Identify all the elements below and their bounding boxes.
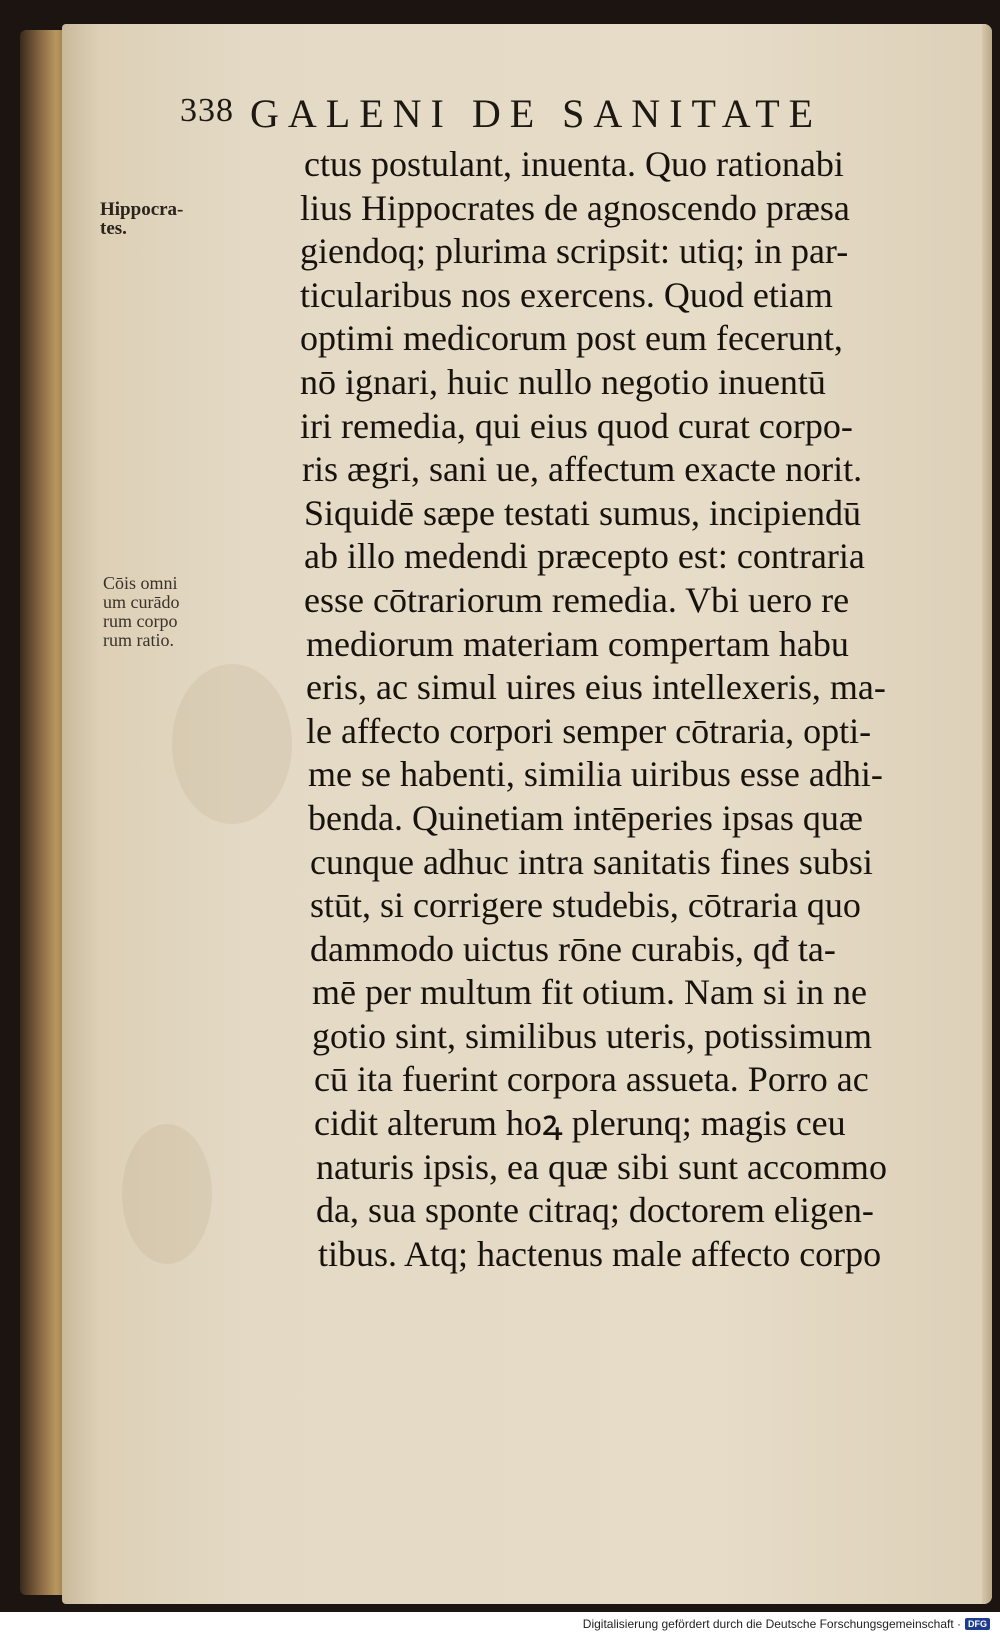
text-line: ris ægri, sani ue, affectum exacte norit. [302,449,863,490]
marginal-line: rum ratio. [103,630,174,650]
text-line: eris, ac simul uires eius intellexeris, ma- [306,667,886,708]
page-number: 338 [180,92,234,129]
text-line: benda. Quinetiam intēperies ipsas quæ [308,797,863,838]
marginal-line: Cōis omni [103,573,178,593]
marginal-note-hippocrates [100,200,183,238]
marginal-line: Hippocra- [100,199,184,220]
text-line: ab illo medendi præcepto est: contraria [304,536,865,577]
text-line: le affecto corpori semper cōtraria, opti- [306,710,872,751]
running-title: GALENI DE SANITATE [250,91,823,136]
text-line: ticularibus nos exercens. Quod etiam [300,274,833,315]
text-line: Siquidē sæpe testati sumus, incipiendū [304,492,861,533]
dfg-logo: DFG [965,1618,990,1630]
text-line: mediorum materiam compertam habu [306,623,849,664]
text-line: cunque adhuc intra sanitatis fines subsi [310,841,873,882]
marginal-note-ratio [103,574,179,650]
main-text-block [232,143,952,1276]
footer-credit [583,1617,990,1631]
credit-text: Digitalisierung gefördert durch die Deutsche Forschungsgemeinschaft · [582,1617,961,1631]
text-line: naturis ipsis, ea quæ sibi sunt accommo [316,1146,887,1187]
text-line: tibus. Atq; hactenus male affecto corpo [318,1233,882,1274]
text-line: me se habenti, similia uiribus esse adhi- [308,754,883,795]
text-line: nō ignari, huic nullo negotio inuentū [300,361,826,402]
text-line: esse cōtrariorum remedia. Vbi uero re [304,579,850,620]
text-line: da, sua sponte citraq; doctorem eligen- [316,1190,874,1231]
text-line: lius Hippocrates de agnoscendo præsa [300,187,850,228]
paper-stain [122,1124,212,1264]
marginal-line: tes. [100,218,127,239]
text-line: gotio sint, similibus uteris, potissimum [312,1015,873,1056]
page-edge [982,24,992,1604]
text-line: ctus postulant, inuenta. Quo rationabi [304,144,844,184]
text-line: cū ita fuerint corpora assueta. Porro ac [314,1059,869,1100]
marginal-line: rum corpo [103,611,178,631]
text-line: mē per multum fit otium. Nam si in ne [312,972,867,1013]
text-line: dammodo uictus rōne curabis, qđ ta- [310,928,836,969]
text-line: giendoq; plurima scripsit: utiq; in par- [300,231,849,272]
text-line: stūt, si corrigere studebis, cōtraria quo [310,885,861,926]
text-line: iri remedia, qui eius quod curat corpo- [300,405,853,446]
text-line: cidit alterum hoꝝ plerunq; magis ceu [314,1103,846,1144]
text-line: optimi medicorum post eum fecerunt, [300,318,843,359]
marginal-line: um curādo [103,592,180,612]
